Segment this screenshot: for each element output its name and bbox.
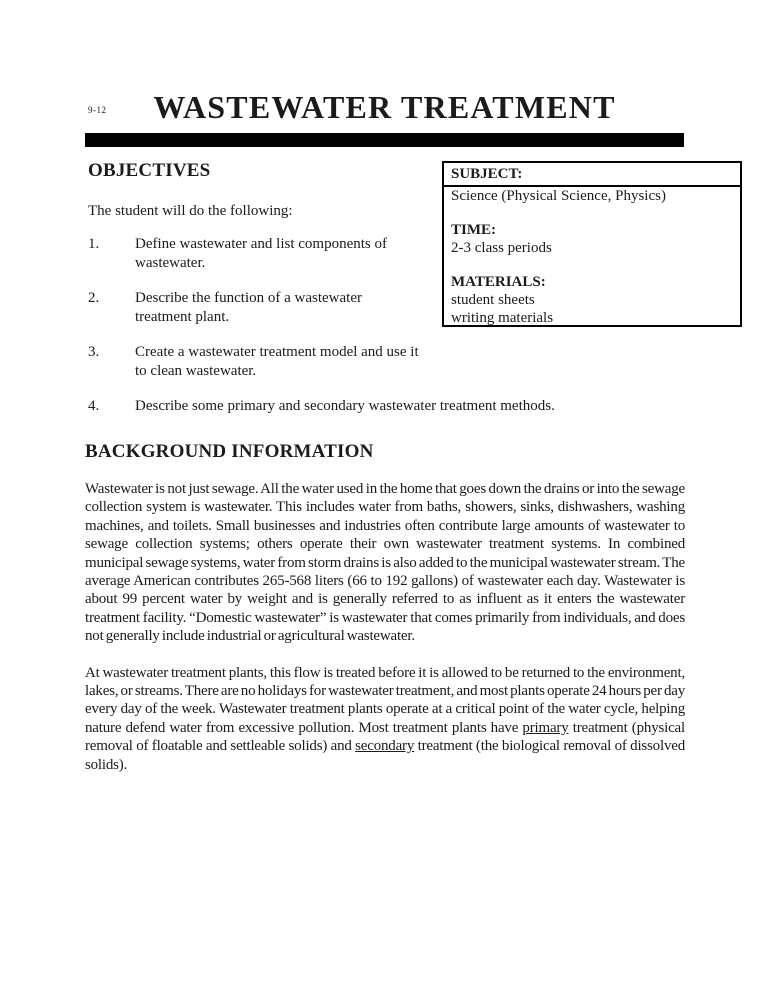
- page-title: WASTEWATER TREATMENT: [153, 89, 616, 125]
- objective-line: Define wastewater and list components of: [135, 236, 388, 252]
- objective-item: [88, 289, 444, 327]
- objective-text: [135, 343, 419, 381]
- underlined-term-secondary: secondary: [355, 738, 415, 755]
- background-section: [85, 441, 685, 774]
- underlined-term-primary: primary: [522, 719, 569, 736]
- objective-text: [135, 235, 387, 273]
- title-divider-bar: [85, 133, 684, 147]
- objectives-heading: OBJECTIVES: [88, 160, 211, 181]
- materials-item: writing materials: [451, 310, 554, 326]
- objectives-intro: The student will do the following:: [88, 203, 293, 219]
- time-label: TIME:: [451, 222, 496, 238]
- objective-item: [88, 397, 555, 416]
- spacer: [451, 205, 733, 221]
- materials-label: MATERIALS:: [451, 274, 546, 290]
- objective-line: Describe some primary and secondary wastewater treatment methods.: [135, 398, 555, 414]
- subject-label: SUBJECT:: [444, 166, 740, 187]
- objective-text: [135, 397, 555, 416]
- paragraph-text: treatment (the biological removal of dissolved solids).: [85, 738, 686, 773]
- objective-line: Describe the function of a wastewater: [135, 290, 362, 306]
- objective-number: 3.: [88, 344, 100, 360]
- spacer: [451, 257, 733, 273]
- objective-text: [135, 289, 362, 327]
- objective-item: [88, 235, 444, 273]
- objective-line: Create a wastewater treatment model and use it: [135, 344, 419, 360]
- objective-item: [88, 343, 444, 381]
- paragraph-text: At wastewater treatment plants, this flow is treated before it is allowed to be returned to the environment, lakes, or streams. There are no holidays for wastewater treatment, and most plants operate 24 hours per day every day of the week. Wastewater treatment plants operate at a critical point of the water cycle, helping nature defend water from excessive pollution. Most treatment plants have: [85, 664, 685, 736]
- materials-item: student sheets: [451, 292, 535, 308]
- background-paragraph-1: Wastewater is not just sewage. All the water used in the home that goes down the drains or into the sewage collection system is wastewater. This includes water from baths, showers, sinks, dishwashers, washing machines, and toilets. Small businesses and industries often contribute large amounts of wastewater to sewage collection systems; others operate their own wastewater treatment systems. In combined municipal sewage systems, water from storm drains is also added to the municipal wastewater stream. The average American contributes 265-568 liters (66 to 192 gallons) of wastewater each day. Wastewater is about 99 percent water by weight and is generally referred to as influent as it enters the wastewater treatment facility. “Domestic wastewater” is wastewater that comes primarily from individuals, and does not generally include industrial or agricultural wastewater.: [85, 481, 685, 645]
- lesson-info-box: [442, 161, 742, 327]
- objective-number: 2.: [88, 290, 100, 306]
- objective-line: wastewater.: [135, 255, 206, 271]
- paragraph-text: treatment (physical removal of floatable and settleable solids) and: [85, 719, 685, 755]
- grade-level-label: 9-12: [88, 105, 107, 115]
- background-heading: BACKGROUND INFORMATION: [85, 441, 374, 462]
- subject-value: Science (Physical Science, Physics): [451, 188, 666, 204]
- objective-number: 1.: [88, 236, 100, 252]
- objective-line: treatment plant.: [135, 309, 230, 325]
- objective-number: 4.: [88, 398, 100, 414]
- objective-line: to clean wastewater.: [135, 363, 257, 379]
- time-value: 2-3 class periods: [451, 240, 552, 256]
- background-paragraph-2: [85, 664, 685, 774]
